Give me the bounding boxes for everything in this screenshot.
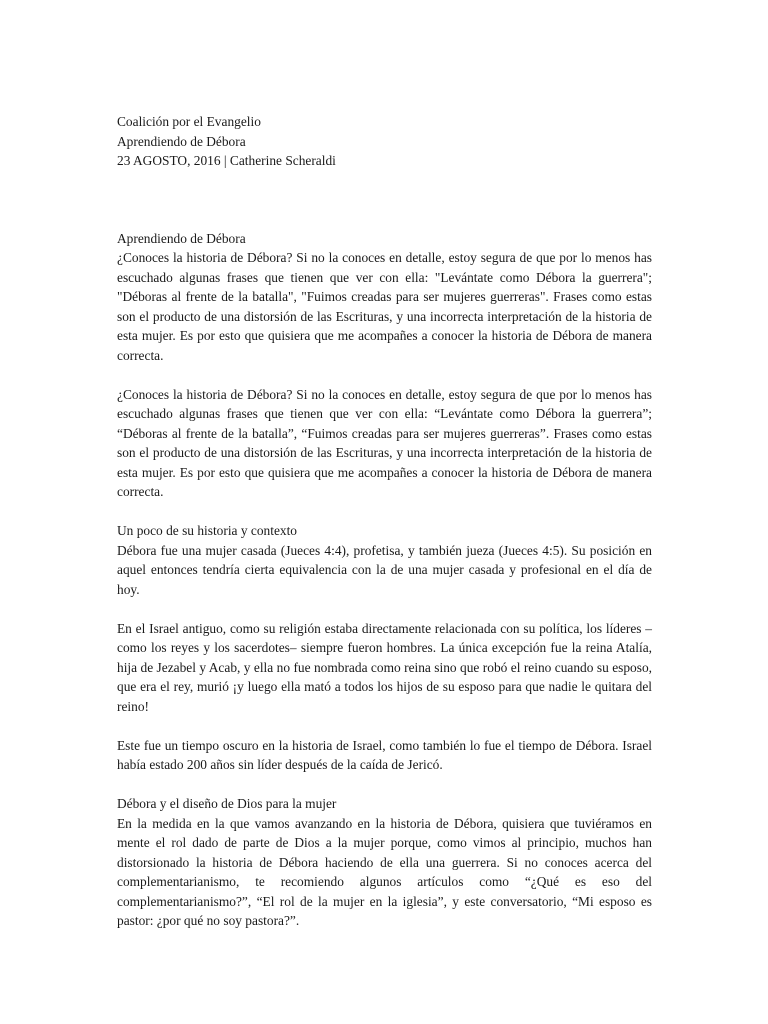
paragraph: ¿Conoces la historia de Débora? Si no la conoces en detalle, estoy segura de que por lo menos has escuchado algunas frases que tienen que ver con ella: “Levántate como Débora la guerrera”; “Déboras al frente de la batalla”, “Fuimos creadas para ser mujeres guerreras”. Frases como estas son el producto de una distorsión de las Escrituras, y una incorrecta interpretación de la historia de esta mujer. Es por esto que quisiera que me acompañes a conocer la historia de Débora de manera correcta. [117, 386, 652, 499]
section-israel [117, 619, 652, 717]
paragraph: En la medida en la que vamos avanzando en la historia de Débora, quisiera que tuviéramos en mente el rol dado de parte de Dios a la mujer porque, como vimos al principio, muchos han distorsionado la historia de Débora haciendo de ella una guerrera. Si no conoces acerca del complementarianismo, te recomiendo algunos artículos como “¿Qué es eso del complementarianismo?”, “El rol de la mujer en la iglesia”, y este conversatorio, “Mi esposo es pastor: ¿por qué no soy pastora?”. [117, 815, 652, 928]
section-context [117, 521, 652, 599]
article-title: Aprendiendo de Débora [117, 133, 246, 149]
section-design [117, 794, 652, 931]
paragraph: Este fue un tiempo oscuro en la historia de Israel, como también lo fue el tiempo de Débora. Israel había estado 200 años sin líder después de la caída de Jericó. [117, 737, 652, 772]
section-dark-time [117, 736, 652, 775]
document-header [117, 112, 652, 171]
source-name: Coalición por el Evangelio [117, 114, 261, 129]
header-spacer [117, 171, 652, 229]
paragraph-spacer [117, 502, 652, 522]
paragraph: Débora fue una mujer casada (Jueces 4:4), profetisa, y también jueza (Jueces 4:5). Su posición en aquel entonces tendría cierta equivalencia con la de una mujer casada y profesional en el día de hoy. [117, 542, 652, 597]
paragraph: En el Israel antiguo, como su religión estaba directamente relacionada con su política, los líderes –como los reyes y los sacerdotes– siempre fueron hombres. La única excepción fue la reina Atalía, hija de Jezabel y Acab, y ella no fue nombrada como reina sino que robó el reino cuando su esposo, que era el rey, murió ¡y luego ella mató a todos los hijos de su esposo para que nadie le quitara del reino! [117, 620, 652, 714]
section-intro [117, 229, 652, 366]
section-heading: Aprendiendo de Débora [117, 230, 246, 246]
article-byline: 23 AGOSTO, 2016 | Catherine Scheraldi [117, 153, 336, 168]
paragraph-spacer [117, 775, 652, 795]
section-heading: Un poco de su historia y contexto [117, 523, 297, 538]
paragraph-spacer [117, 365, 652, 385]
paragraph-spacer [117, 599, 652, 619]
section-intro-repeat [117, 385, 652, 502]
document-body [117, 112, 652, 931]
paragraph-spacer [117, 716, 652, 736]
paragraph: ¿Conoces la historia de Débora? Si no la conoces en detalle, estoy segura de que por lo menos has escuchado algunas frases que tienen que ver con ella: "Levántate como Débora la guerrera"; "Déboras al frente de la batalla", "Fuimos creadas para ser mujeres guerreras". Frases como estas son el producto de una distorsión de las Escrituras, y una incorrecta interpretación de la historia de esta mujer. Es por esto que quisiera que me acompañes a conocer la historia de Débora de manera correcta. [117, 250, 652, 363]
section-heading: Débora y el diseño de Dios para la mujer [117, 796, 337, 811]
